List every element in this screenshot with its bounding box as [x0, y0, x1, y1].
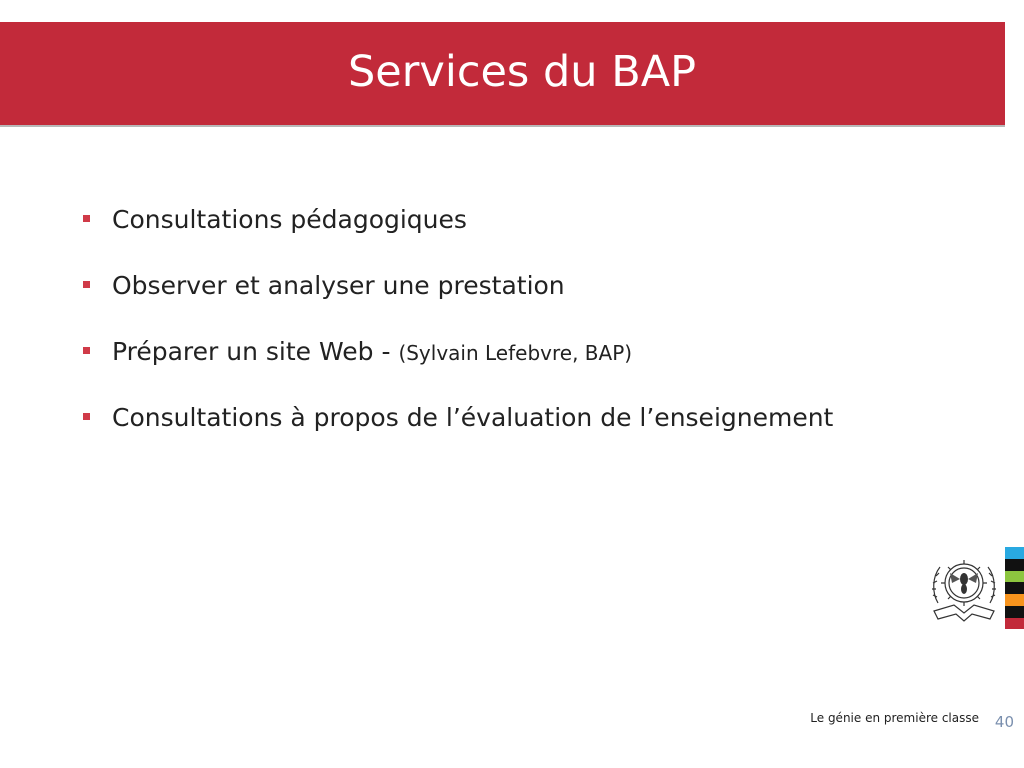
title-bar	[0, 22, 1005, 127]
footer-tagline: Le génie en première classe	[810, 711, 979, 725]
bullet-marker-icon	[83, 347, 90, 354]
bullet-marker-icon	[83, 215, 90, 222]
page-number: 40	[994, 713, 1014, 731]
bullet-text: Préparer un site Web -	[112, 337, 399, 366]
color-stripe	[1005, 582, 1024, 594]
polytechnique-crest-icon	[928, 553, 1000, 625]
bullet-text: Consultations pédagogiques	[112, 205, 467, 234]
bullet-marker-icon	[83, 413, 90, 420]
bullet-marker-icon	[83, 281, 90, 288]
slide-title: Services du BAP	[348, 47, 697, 97]
color-stripe	[1005, 594, 1024, 606]
bullet-item	[82, 398, 833, 464]
bullet-item	[82, 332, 833, 398]
bullet-note: (Sylvain Lefebvre, BAP)	[398, 341, 633, 365]
color-stripe	[1005, 618, 1024, 630]
bullet-text: Consultations à propos de l’évaluation de l’enseignement	[112, 403, 834, 432]
bullet-list	[82, 200, 833, 464]
color-stripes	[1005, 547, 1024, 629]
color-stripe	[1005, 559, 1024, 571]
bullet-item	[82, 200, 833, 266]
color-stripe	[1005, 547, 1024, 559]
bullet-text: Observer et analyser une prestation	[112, 271, 565, 300]
color-stripe	[1005, 571, 1024, 583]
color-stripe	[1005, 606, 1024, 618]
bullet-item	[82, 266, 833, 332]
